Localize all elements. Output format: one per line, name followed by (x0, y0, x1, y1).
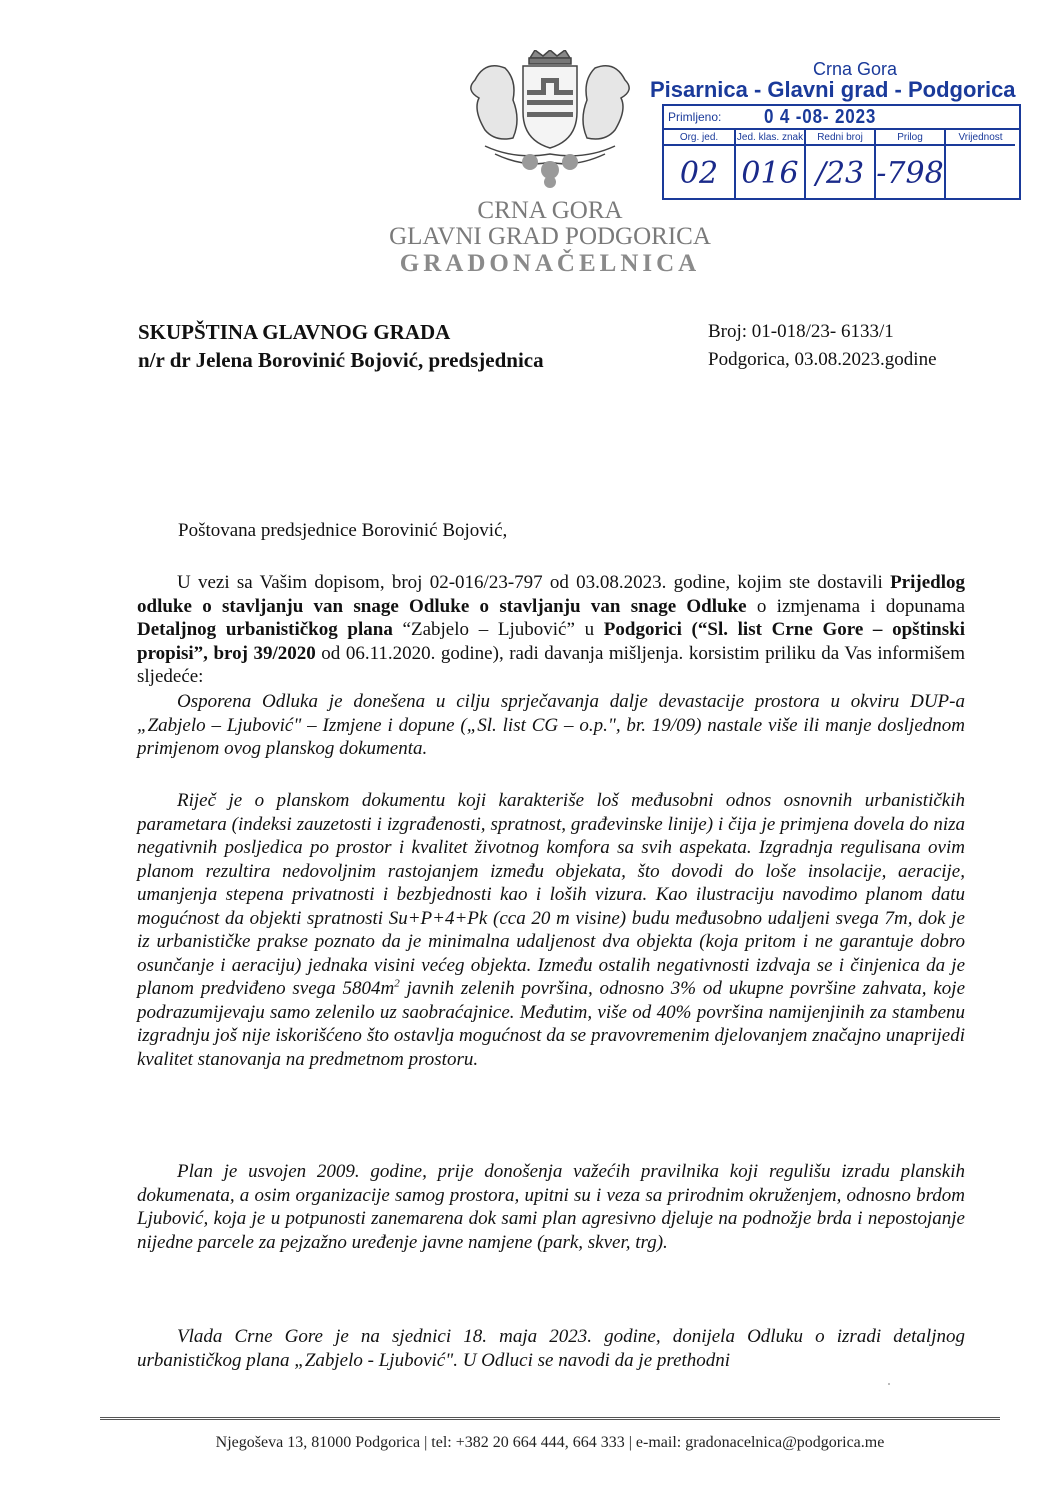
superscript: 2 (394, 977, 400, 990)
stamp-value-row (664, 146, 1019, 198)
stamp-header: Org. jed. (664, 130, 736, 146)
scan-speck (888, 1383, 890, 1385)
reference-block (708, 318, 937, 374)
paragraph-disputed-decision: Osporena Odluka je donešena u cilju sprječavanja dalje devastacije prostora u okviru DUP-a „Zabjelo – Ljubović" – Izmjene i dopune („Sl. list CG – o.p.", br. 19/09) nastale više ili manje dosljednom primjenom ovog planskog dokumenta. (137, 691, 965, 759)
reference-number: Broj: 01-018/23- 6133/1 (708, 321, 894, 342)
stamp-table (662, 104, 1021, 200)
stamp-header: Redni broj (806, 130, 876, 146)
bold-segment: Podgorici (“Sl. list Crne Gore – opštinski propisi”, broj 39/2020 (137, 619, 965, 664)
salutation: Poštovana predsjednice Borovinić Bojović, (178, 520, 508, 541)
stamp-title: Pisarnica - Glavni grad - Podgorica (650, 77, 1016, 102)
stamp-header: Vrijednost (946, 130, 1015, 146)
paragraph-government-decision: Vlada Crne Gore je na sjednici 18. maja 2023. godine, donijela Odluku o izradi detaljnog urbanističkog plana „Zabjelo - Ljubović". U Odluci se navodi da je prethodni (137, 1326, 965, 1371)
paragraph-plan-adoption: Plan je usvojen 2009. godine, prije donošenja važećih pravilnika koji regulišu izradu planskih dokumenata, a osim organizacije samog prostora, upitni su i veza sa prirodnim okruženjem, odnosno brdom Ljubović, koja je u potpunosti zanemarena dok sami plan agresivno djeluje na podnožje brda i nepostojanje nijedne parcele za pejzažno uređenje javne namjene (park, skver, trg). (137, 1161, 965, 1253)
paragraph-intro (137, 571, 965, 689)
text-segment: o izmjenama i dopunama (746, 595, 966, 617)
stamp-header: Jed. klas. znak (736, 130, 806, 146)
registry-stamp (650, 60, 1020, 200)
paragraph-plan-deficiencies (137, 789, 965, 1071)
coat-of-arms-icon (455, 50, 645, 190)
text-segment: javnih zelenih površina, odnosno 3% od ukupne površine zahvata, koje podrazumijevaju samo zelenilo uz saobraćajnice. Međutim, više od 40% površina namijenjinih za stambenu izgradnju još nije iskorišćeno što ostavlja mogućnost da se pravovremenim djelovanjem značajno unaprijedi kvalitet stanovanja na predmetnom prostoru. (137, 978, 965, 1070)
stamp-handwritten-value (946, 146, 1015, 198)
stamp-handwritten-value: /23 (806, 146, 876, 198)
stamp-handwritten-value: 02 (664, 146, 736, 198)
reference-place-date: Podgorica, 03.08.2023.godine (708, 349, 937, 370)
footer-divider (100, 1417, 1000, 1420)
stamp-header-row (664, 130, 1019, 146)
letterhead-office: GRADONAČELNICA (399, 250, 701, 277)
stamp-handwritten-value: -798 (876, 146, 946, 198)
text-segment: U vezi sa Vašim dopisom, broj 02-016/23-797 od 03.08.2023. godine, kojim ste dostavili (177, 572, 891, 593)
letterhead-city: GLAVNI GRAD PODGORICA (389, 223, 711, 250)
stamp-country: Crna Gora (812, 59, 898, 79)
text-segment: “Zabjelo – Ljubović” u (392, 619, 604, 640)
stamp-received-date: 0 4 -08- 2023 (764, 105, 877, 128)
bold-segment: Detaljnog urbanističkog plana (137, 619, 393, 640)
bold-segment: Prijedlog odluke o stavljanju van snage Odluke o stavljanju van snage Odluke (137, 572, 965, 617)
footer-contact: Njegoševa 13, 81000 Podgorica | tel: +382 20 664 444, 664 333 | e-mail: gradonacelnica@podgorica.me (215, 1434, 885, 1451)
text-segment: od 06.11.2020. godine), radi davanja mišljenja. korsistim priliku da Vas informišem sljedeće: (137, 642, 965, 687)
text-segment: Riječ je o planskom dokumentu koji karakteriše loš međusobni odnos osnovnih urbanističkih parametara (indeksi zauzetosti i izgrađenosti, spratnost, građevinske linije) i čija je primjena dovela do niza negativnih posljedica po prostor i kvalitet životnog komfora sa svih aspekata. Izgradnja regulisana ovim planom rezultira nedovoljnim rastojanjem između objekata, što dovodi do loše insolacije, aeracije, umanjenja stepena privatnosti i bezbjednosti kao i loših vizura. Kao ilustraciju navodimo planom datu mogućnost da objekti spratnosti Su+P+4+Pk (cca 20 m visine) budu međusobno udaljeni svega 7m, dok je iz urbanističke prakse poznato da je minimalna udaljenost dva objekta (koja pritom i ne garantuje dobro osunčanje i aeraciju) jednaka visini većeg objekta. Između ostalih negativnosti izdvaja se i činjenica da je planom predviđeno svega 5804m (137, 790, 965, 999)
stamp-received-row (664, 106, 1019, 130)
addressee-person: n/r dr Jelena Borovinić Bojović, predsjednica (138, 348, 544, 372)
stamp-received-label: Primljeno: (668, 110, 722, 124)
stamp-handwritten-value: 016 (736, 146, 806, 198)
stamp-header: Prilog (876, 130, 946, 146)
addressee-block (138, 318, 544, 374)
letterhead-country: CRNA GORA (477, 197, 623, 224)
addressee-institution: SKUPŠTINA GLAVNOG GRADA (138, 320, 451, 344)
